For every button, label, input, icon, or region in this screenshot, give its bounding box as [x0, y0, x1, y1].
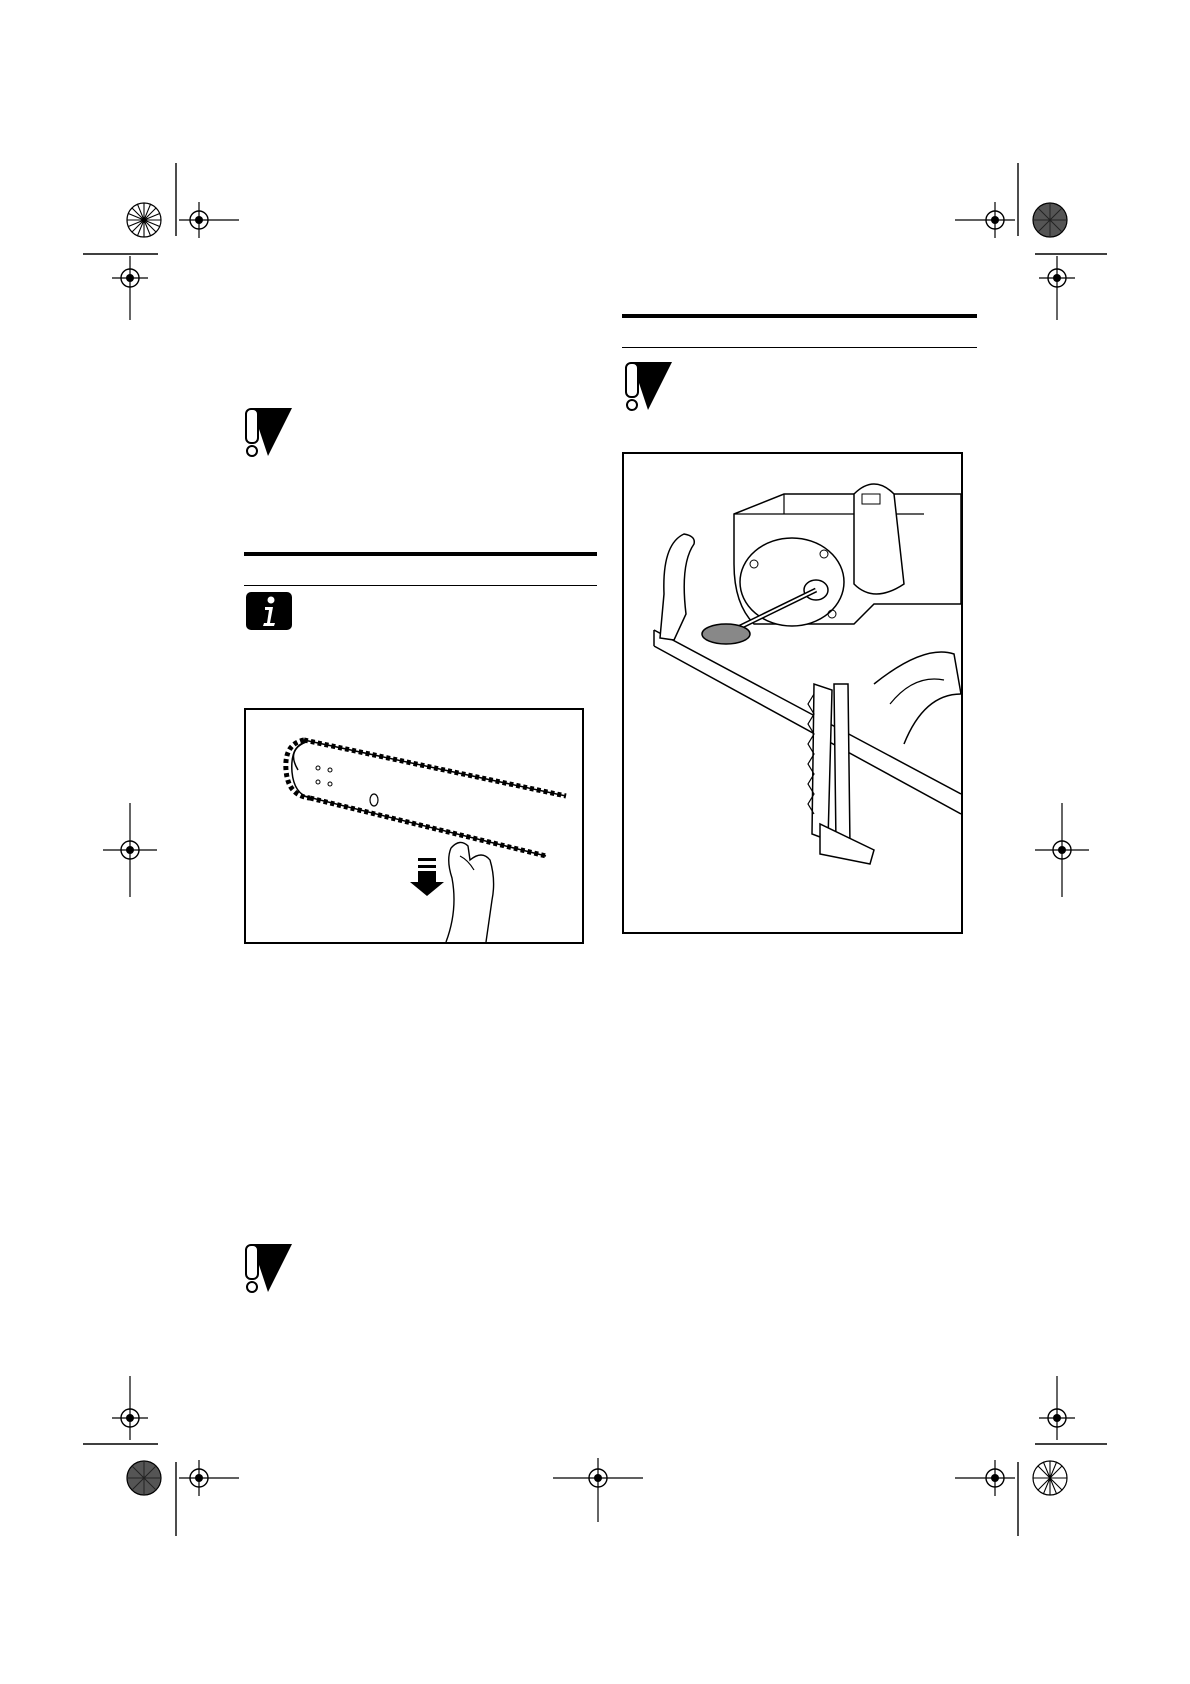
section-rule-thick [622, 314, 977, 318]
starburst-color-bar [127, 1461, 161, 1495]
info-i-icon [245, 591, 293, 631]
registration-crosshair-mark [955, 202, 1015, 238]
printer-marks-top-left [80, 160, 270, 330]
printer-marks-bottom-right [935, 1370, 1110, 1540]
warning-exclamation-icon [242, 1242, 294, 1294]
printer-marks-top-right [935, 160, 1110, 330]
registration-crosshair-mark [179, 1460, 239, 1496]
starburst-color-bar [127, 203, 161, 237]
chain-on-guide-bar-with-hand-illustration [246, 710, 582, 942]
warning-exclamation-icon [242, 406, 294, 458]
registration-crosshair-mark [112, 1376, 148, 1440]
section-rule-thick [244, 552, 597, 556]
registration-crosshair-mark [1032, 800, 1092, 900]
printer-marks-bottom-left [80, 1370, 270, 1540]
registration-crosshair-mark [1039, 1376, 1075, 1440]
warning-exclamation-icon [622, 360, 674, 412]
starburst-color-bar [1033, 203, 1067, 237]
registration-crosshair-mark [1039, 256, 1075, 320]
registration-crosshair-mark [179, 202, 239, 238]
chainsaw-side-view-with-tool-illustration [624, 454, 961, 932]
starburst-color-bar [1033, 1461, 1067, 1495]
registration-crosshair-mark [550, 1455, 646, 1525]
section-rule-thin [244, 585, 597, 586]
section-rule-thin [622, 347, 977, 348]
registration-crosshair-mark [955, 1460, 1015, 1496]
chainsaw-side-view-figure [622, 452, 963, 934]
chain-on-guide-bar-figure [244, 708, 584, 944]
registration-crosshair-mark [100, 800, 160, 900]
registration-crosshair-mark [112, 256, 148, 320]
